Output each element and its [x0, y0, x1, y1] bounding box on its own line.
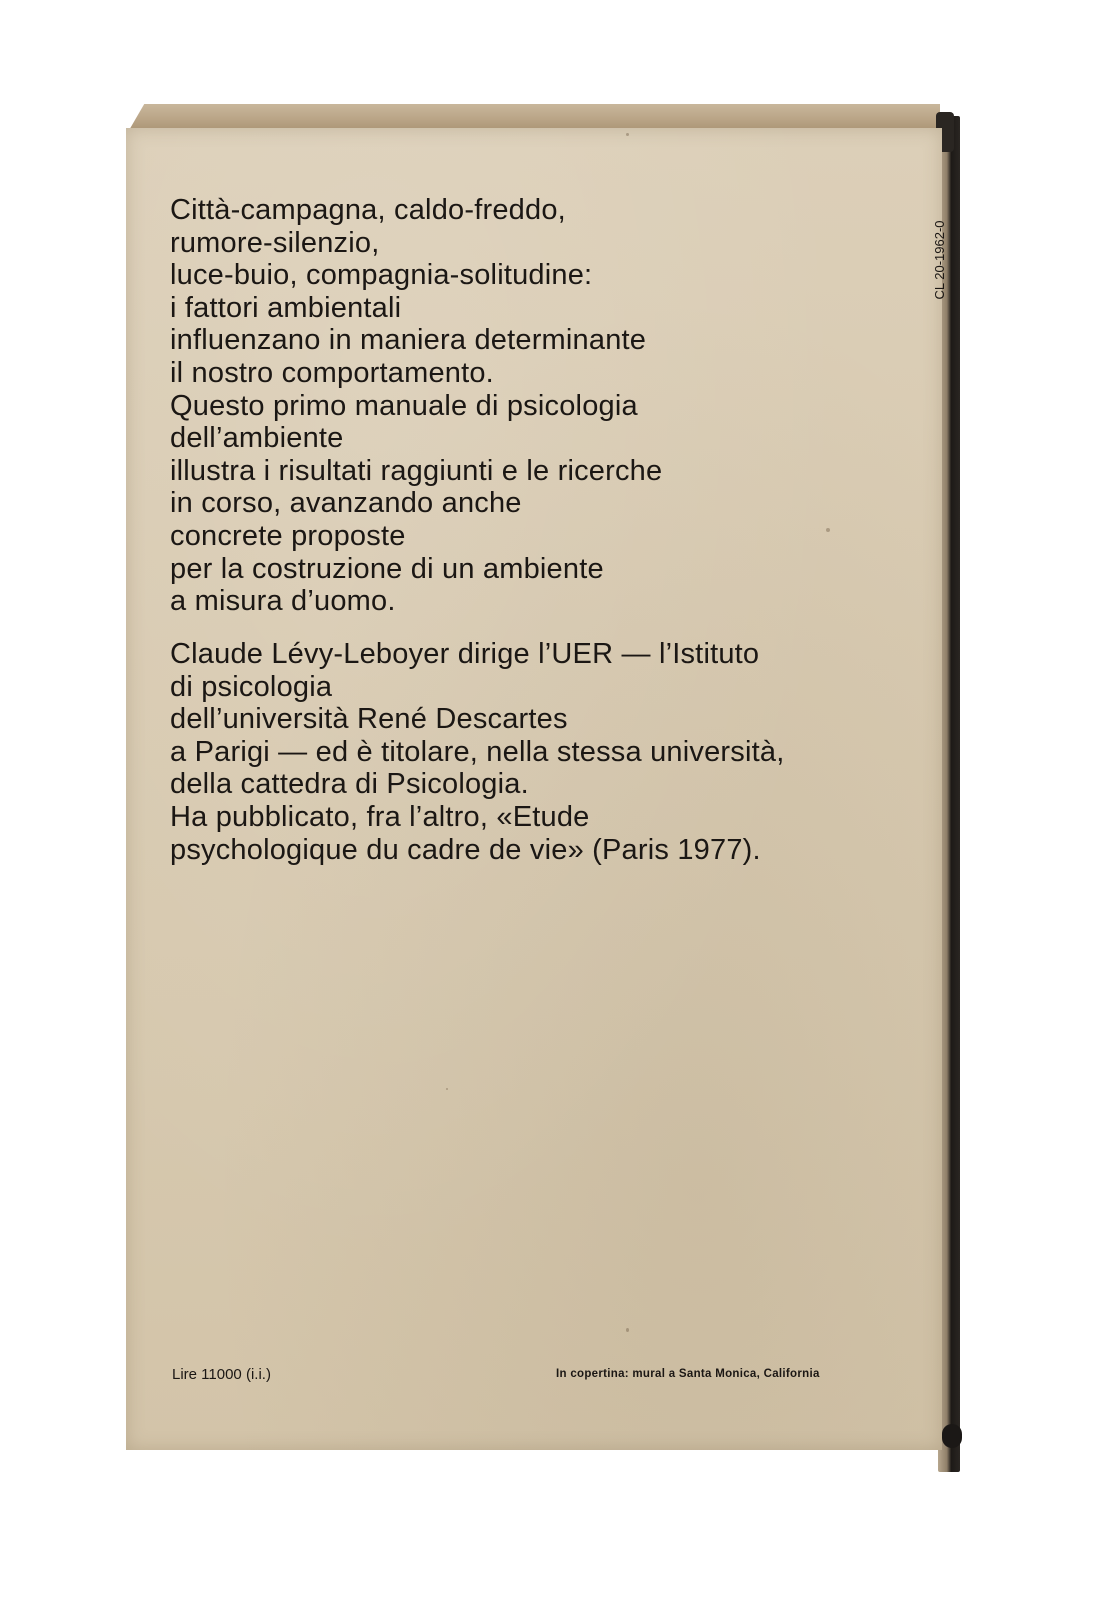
cover-credit: In copertina: mural a Santa Monica, California	[556, 1368, 820, 1380]
blurb-line: Città-campagna, caldo-freddo,	[170, 194, 566, 226]
blurb-line: luce-buio, compagnia-solitudine:	[170, 259, 593, 292]
spine-bottom-corner	[942, 1424, 962, 1448]
blurb-line: Questo primo manuale di psicologia	[170, 389, 638, 422]
blurb-line: per la costruzione di un ambiente	[170, 552, 604, 585]
blurb-paragraph	[170, 194, 870, 618]
bio-line: Claude Lévy-Leboyer dirige l’UER — l’Istituto	[170, 638, 760, 670]
blurb-line: concrete proposte	[170, 519, 406, 552]
back-cover	[126, 128, 947, 1450]
blurb-line: in corso, avanzando anche	[170, 487, 522, 520]
paper-speck	[626, 133, 629, 136]
bio-line: Ha pubblicato, fra l’altro, «Etude	[170, 800, 590, 833]
blurb-line: influenzano in maniera determinante	[170, 324, 647, 357]
blurb-line: a misura d’uomo.	[170, 585, 396, 618]
blurb-line: dell’ambiente	[170, 422, 344, 455]
blurb-line: rumore-silenzio,	[170, 226, 380, 259]
bio-line: di psicologia	[170, 670, 333, 703]
paper-speck	[446, 1088, 448, 1090]
bio-line: psychologique du cadre de vie» (Paris 1977).	[170, 833, 761, 866]
blurb-line: i fattori ambientali	[170, 291, 402, 324]
bio-line: dell’università René Descartes	[170, 703, 568, 736]
blurb-line: il nostro comportamento.	[170, 356, 494, 389]
paper-speck	[626, 1328, 629, 1332]
bio-line: della cattedra di Psicologia.	[170, 768, 529, 801]
price-label: Lire 11000 (i.i.)	[172, 1366, 271, 1383]
catalog-code: CL 20-1962-0	[932, 220, 947, 300]
bio-line: a Parigi — ed è titolare, nella stessa università,	[170, 735, 785, 768]
blurb-line: illustra i risultati raggiunti e le ricerche	[170, 454, 663, 487]
author-bio-paragraph	[170, 638, 910, 866]
